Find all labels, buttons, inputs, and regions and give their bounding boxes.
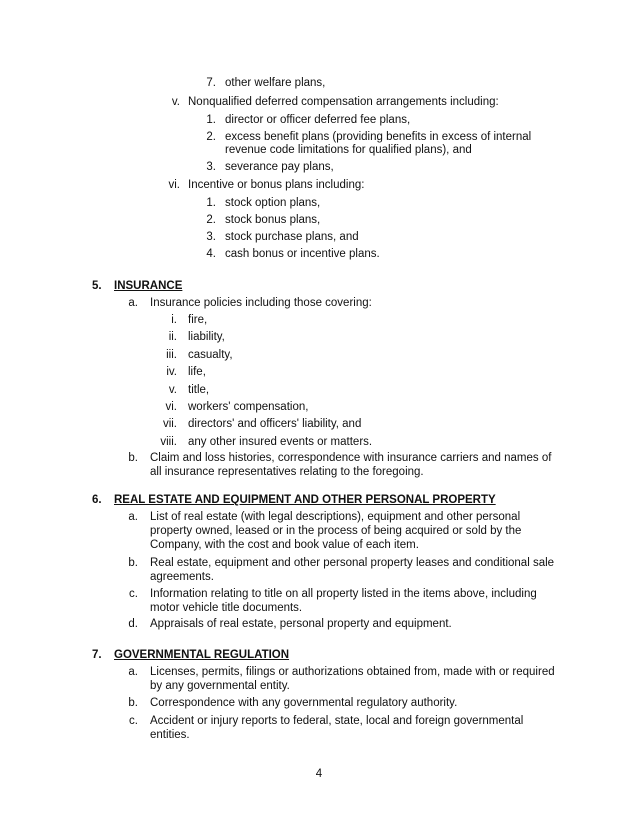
list-number: 3. [206,231,216,243]
list-item: Correspondence with any governmental regulatory authority. [150,697,458,709]
list-item-continued: agreements. [150,571,214,583]
list-number: c. [129,588,138,600]
section-heading: GOVERNMENTAL REGULATION [114,649,290,661]
list-number: d. [128,618,138,630]
list-item-continued: all insurance representatives relating to the foregoing. [150,466,424,478]
list-item: casualty, [188,349,233,361]
list-item-continued: by any governmental entity. [150,680,290,692]
list-number: viii. [160,436,177,448]
list-item-continued: motor vehicle title documents. [150,602,303,614]
list-item-continued: entities. [150,729,190,741]
list-item: Claim and loss histories, correspondence with insurance carriers and names of [150,452,552,464]
list-item-continued: Company, with the cost and book value of each item. [150,539,419,551]
list-number: c. [129,715,138,727]
list-item: Appraisals of real estate, personal property and equipment. [150,618,452,630]
list-number: vi. [168,179,180,191]
list-item: Incentive or bonus plans including: [188,179,365,191]
list-number: v. [171,96,180,108]
list-item: title, [188,384,210,396]
section-number: 7. [92,649,102,661]
list-number: ii. [168,331,177,343]
list-number: 1. [206,197,216,209]
list-item: Information relating to title on all property listed in the items above, including [150,588,537,600]
list-item: fire, [188,314,208,326]
list-number: iii. [166,349,177,361]
list-item: workers' compensation, [188,401,309,413]
list-number: 3. [206,161,216,173]
list-item: life, [188,366,206,378]
list-item: stock option plans, [225,197,321,209]
list-item: excess benefit plans (providing benefits in excess of internal [225,131,532,143]
section-number: 6. [92,494,102,506]
list-item: other welfare plans, [225,77,326,89]
page-number: 4 [315,768,323,780]
list-number: b. [128,697,138,709]
list-number: a. [128,297,138,309]
list-number: a. [128,511,138,523]
list-item: Real estate, equipment and other personal property leases and conditional sale [150,557,555,569]
list-item: director or officer deferred fee plans, [225,114,411,126]
list-item-continued: property owned, leased or in the process of being acquired or sold by the [150,525,522,537]
section-heading: INSURANCE [114,280,183,292]
list-item: stock bonus plans, [225,214,321,226]
list-number: v. [168,384,177,396]
list-item: List of real estate (with legal descriptions), equipment and other personal [150,511,521,523]
list-number: b. [128,452,138,464]
list-item: cash bonus or incentive plans. [225,248,380,260]
list-number: 2. [206,131,216,143]
list-item: any other insured events or matters. [188,436,373,448]
list-number: 1. [206,114,216,126]
list-number: 7. [206,77,216,89]
list-item: Insurance policies including those covering: [150,297,372,309]
list-item: stock purchase plans, and [225,231,359,243]
list-item-continued: revenue code limitations for qualified plans), and [225,144,472,156]
list-number: vi. [165,401,177,413]
list-number: b. [128,557,138,569]
list-number: vii. [162,418,177,430]
section-heading: REAL ESTATE AND EQUIPMENT AND OTHER PERSONAL PROPERTY [114,494,496,506]
list-number: a. [128,666,138,678]
list-number: 2. [206,214,216,226]
list-number: i. [171,314,177,326]
list-number: 4. [206,248,216,260]
list-item: severance pay plans, [225,161,334,173]
section-number: 5. [92,280,102,292]
list-item: liability, [188,331,225,343]
list-item: Accident or injury reports to federal, state, local and foreign governmental [150,715,524,727]
list-item: Licenses, permits, filings or authorizations obtained from, made with or required [150,666,555,678]
list-number: iv. [166,366,177,378]
list-item: Nonqualified deferred compensation arrangements including: [188,96,499,108]
list-item: directors' and officers' liability, and [188,418,362,430]
